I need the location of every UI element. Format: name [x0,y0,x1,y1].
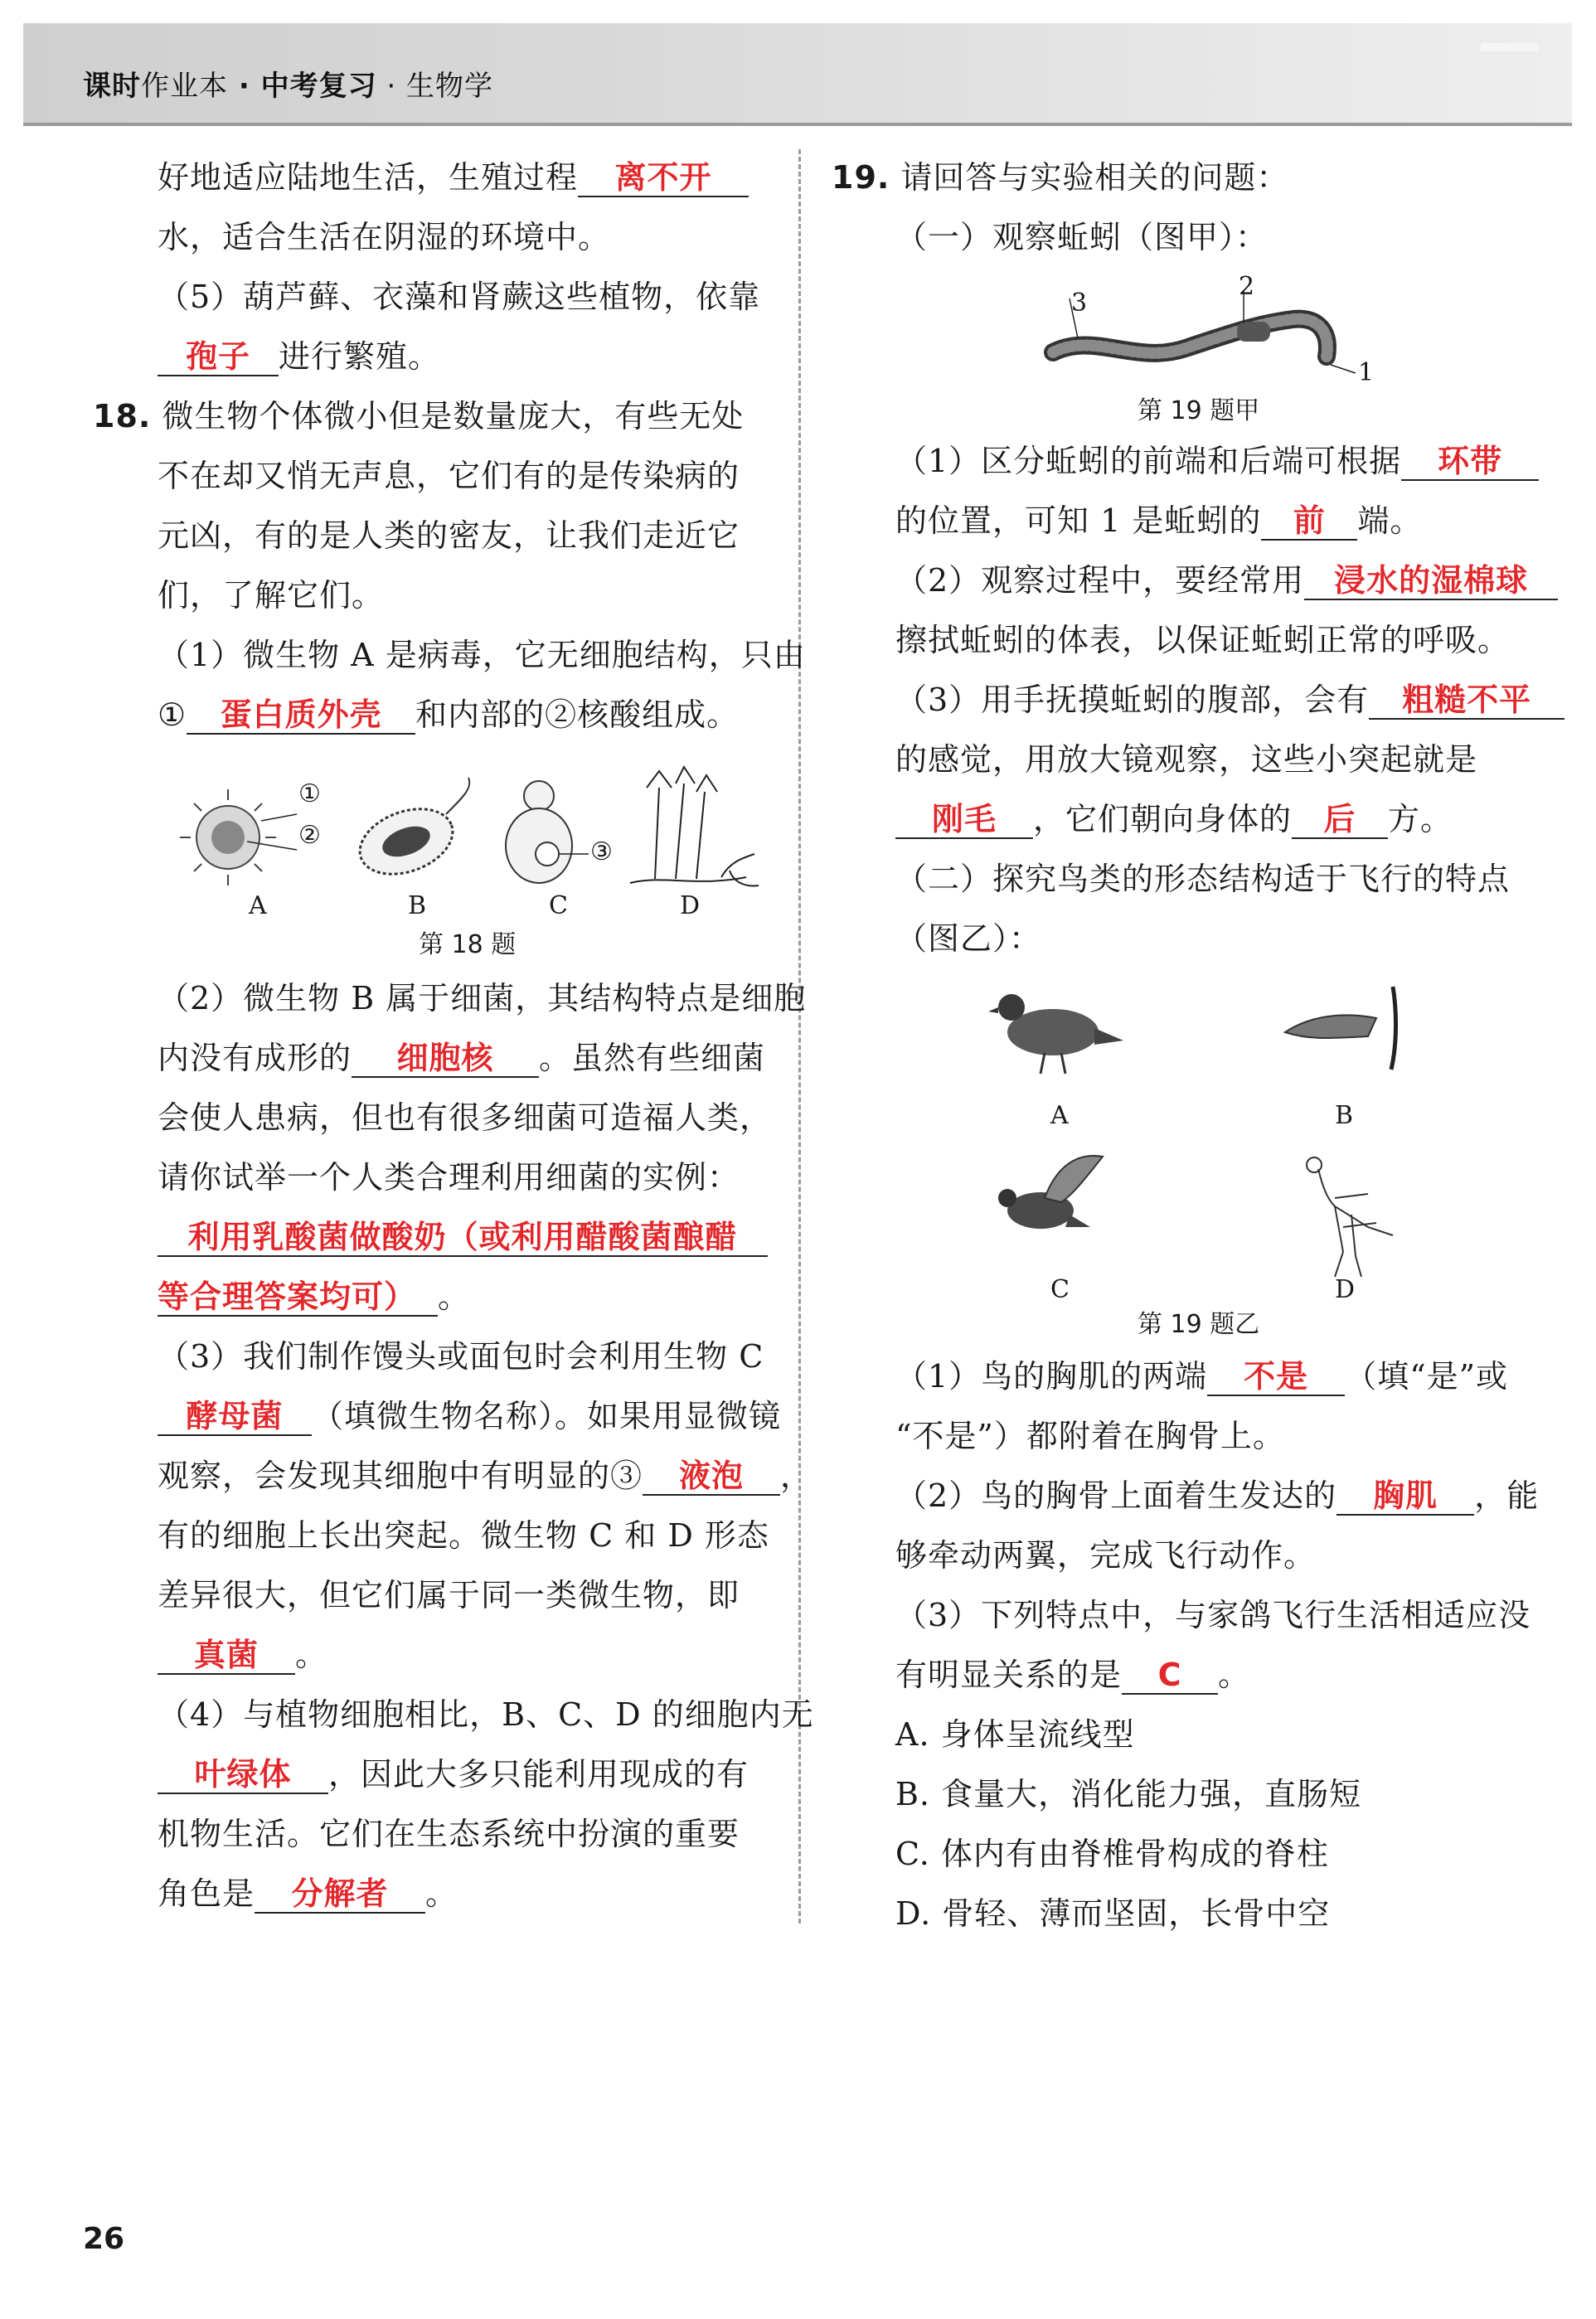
answer-blank: C [1122,1657,1218,1695]
answer-blank: 孢子 [158,338,279,376]
bacterium-illustration [351,778,469,886]
answer-blank: 液泡 [643,1458,780,1496]
p2-1-line-1: （1）鸟的胸肌的两端 不是 （填“是”或 [895,1358,1509,1395]
figure-mark: ③ [590,837,613,866]
figure-mark: ② [298,821,321,850]
answer-blank: 离不开 [578,159,749,197]
answer-blank: 蛋白质外壳 [187,696,415,735]
answer-blank: 浸水的湿棉球 [1304,562,1558,600]
option-b: B. 食量大，消化能力强，直肠短 [895,1776,1362,1812]
q18-line-2: 不在却又悄无声息，它们有的是传染病的 [158,458,740,494]
bird-figures [978,978,1443,1293]
figure-label: D [680,891,701,920]
p1-1-line-2: 的位置，可知 1 是蚯蚓的 前 端。 [895,502,1423,539]
wing-illustration [1285,987,1396,1070]
figure-caption: 第 19 题甲 [1138,396,1260,425]
figure-caption: 第 19 题乙 [1138,1310,1260,1339]
q18-2-line-4: 请你试举一个人类合理利用细菌的实例： [158,1159,740,1196]
q18-4-line-1: （4）与植物细胞相比，B、C、D 的细胞内无 [158,1696,814,1733]
answer-blank: 分解者 [255,1875,425,1914]
option-a: A. 身体呈流线型 [895,1716,1135,1753]
answer-blank: 酵母菌 [158,1398,312,1436]
part2-line-2: （图乙）： [895,920,1042,957]
q18-3-line-4: 有的细胞上长出突起。微生物 C 和 D 形态 [158,1517,769,1554]
q18-4-line-4: 角色是 分解者 。 [158,1875,458,1912]
figure-label: C [1050,1275,1070,1304]
earthworm-illustration [1045,274,1360,390]
p1-3-line-1: （3）用手抚摸蚯蚓的腹部，会有 粗糙不平 [895,680,1564,720]
p1-3-line-2: 的感觉，用放大镜观察，这些小突起就是 [895,741,1478,778]
figure-mark: 2 [1239,272,1255,301]
p2-1-line-2: “不是”）都附着在胸骨上。 [895,1418,1285,1454]
answer-blank: 前 [1261,502,1357,541]
q18-1-line-1: （1）微生物 A 是病毒，它无细胞结构，只由 [158,637,806,673]
q5-line-1: （5）葫芦藓、衣藻和肾蕨这些植物，依靠 [158,279,761,315]
figure-mark: 3 [1071,289,1088,318]
p2-2-line-2: 够牵动两翼，完成飞行动作。 [895,1537,1317,1574]
figure-mark: ① [298,779,321,808]
continuation-line-1: 好地适应陆地生活，生殖过程 离不开 [158,158,749,197]
continuation-line-2: 水，适合生活在阴湿的环境中。 [158,219,611,255]
q18-4-line-3: 机物生活。它们在生态系统中扮演的重要 [158,1816,740,1852]
q18-2-line-3: 会使人患病，但也有很多细菌可造福人类， [158,1099,773,1136]
q18-2-answer-line-1 [158,1217,768,1257]
q18-line-3: 元凶，有的是人类的密友，让我们走近它 [158,517,740,554]
option-c: C. 体内有由脊椎骨构成的脊柱 [895,1836,1329,1872]
mold-illustration [630,767,759,885]
answer-blank: 环带 [1401,443,1539,481]
q18-3-line-1: （3）我们制作馒头或面包时会利用生物 C [158,1338,764,1375]
q18-4-line-2: 叶绿体 ，因此大多只能利用现成的有 [158,1754,749,1794]
answer-blank: 真菌 [158,1637,295,1675]
q18-3-line-2: 酵母菌 （填微生物名称）。如果用显微镜 [158,1396,781,1436]
answer-blank: 后 [1292,801,1388,839]
figure-label: B [408,891,427,920]
figure-label: D [1335,1275,1356,1304]
column-divider [798,149,801,1924]
answer-blank: 利用乳酸菌做酸奶（或利用醋酸菌酿醋 [158,1219,768,1257]
q18-3-line-3: 观察，会发现其细胞中有明显的③ 液泡 ， [158,1458,813,1494]
answer-blank: 刚毛 [895,801,1033,839]
p1-3-line-3: 刚毛 ，它们朝向身体的 后 方。 [895,799,1453,839]
question-number: 19. [832,159,890,196]
p1-1-line-1: （1）区分蚯蚓的前端和后端可根据 环带 [895,441,1539,481]
page-number: 26 [83,2222,125,2256]
p1-2-line-1: （2）观察过程中，要经常用 浸水的湿棉球 [895,560,1558,600]
part1-title: （一）观察蚯蚓（图甲）： [895,219,1269,255]
flying-pigeon-illustration [998,1156,1103,1229]
q18-1-line-2: ① 蛋白质外壳 和内部的②核酸组成。 [158,696,740,733]
q18-2-line-1: （2）微生物 B 属于细菌，其结构特点是细胞 [158,980,807,1016]
yeast-illustration [506,781,589,883]
figure-label: C [549,891,568,920]
q18-2-line-2: 内没有成形的 细胞核 。虽然有些细菌 [158,1040,766,1076]
p2-3-line-2: 有明显关系的是 C 。 [895,1657,1251,1693]
q18-3-line-6: 真菌 。 [158,1635,327,1675]
bird-skeleton-illustration [1307,1157,1393,1277]
q19-line-1: 19. 请回答与实验相关的问题： [832,159,1289,196]
virus-illustration [180,789,297,885]
figure-label: A [1050,1101,1069,1130]
p1-2-line-2: 擦拭蚯蚓的体表，以保证蚯蚓正常的呼吸。 [895,622,1511,658]
answer-blank: 胸肌 [1336,1477,1474,1516]
part2-line-1: （二）探究鸟类的形态结构适于飞行的特点 [895,861,1511,897]
q5-line-2: 孢子 进行繁殖。 [158,337,440,376]
answer-blank: 不是 [1207,1358,1345,1396]
question-number: 18. [93,398,152,434]
q18-2-answer-line-2: 等合理答案均可） 。 [158,1278,471,1315]
pigeon-illustration [988,994,1123,1074]
figure-mark: 1 [1358,358,1375,387]
answer-blank: 等合理答案均可） [158,1278,438,1317]
figure-caption: 第 18 题 [419,930,517,959]
answer-blank: 细胞核 [352,1040,539,1078]
p2-3-line-1: （3）下列特点中，与家鸽飞行生活相适应没 [895,1597,1531,1633]
q18-line-1: 18. 微生物个体微小但是数量庞大，有些无处 [93,398,745,434]
option-d: D. 骨轻、薄而坚固，长骨中空 [895,1895,1331,1932]
header-accent [1481,43,1539,51]
q18-line-4: 们，了解它们。 [158,577,385,614]
q18-3-line-5: 差异很大，但它们属于同一类微生物，即 [158,1577,740,1613]
figure-label: B [1335,1101,1354,1130]
figure-label: A [249,891,267,920]
p2-2-line-1: （2）鸟的胸骨上面着生发达的 胸肌 ，能 [895,1477,1540,1514]
header-title: 课时作业本 · 中考复习 · 生物学 [83,70,494,103]
figure-18 [182,771,763,904]
answer-blank: 叶绿体 [158,1756,328,1794]
answer-blank: 粗糙不平 [1369,682,1564,720]
